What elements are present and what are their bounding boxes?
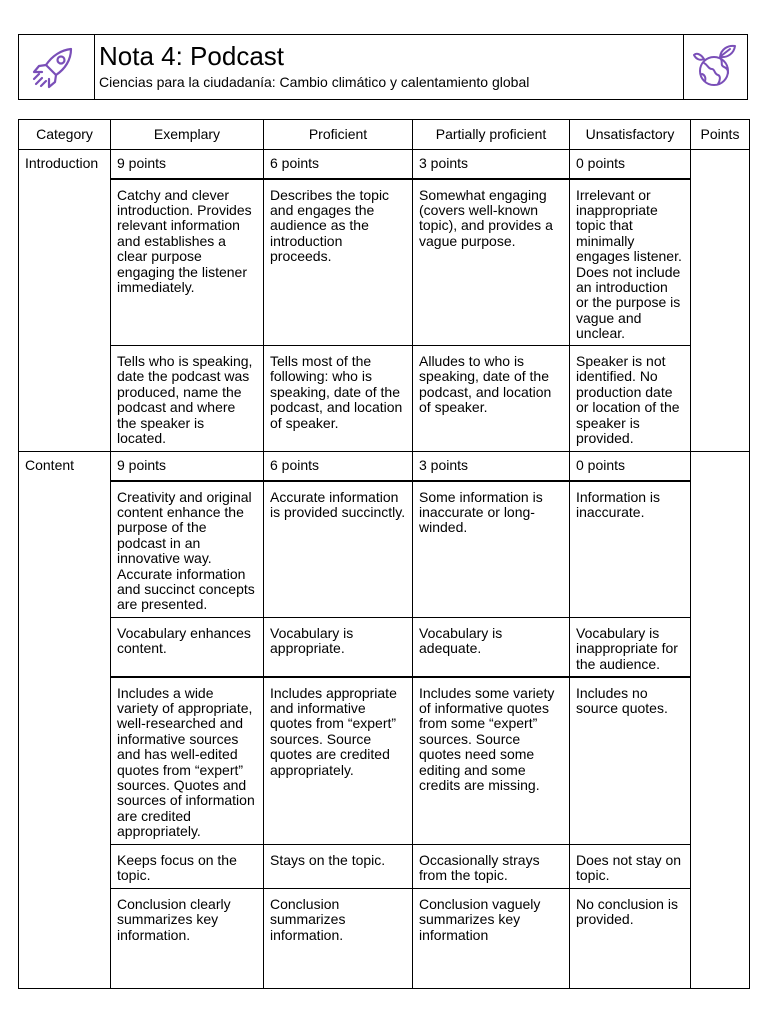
table-row (19, 618, 750, 677)
category-cell: Introduction (19, 150, 111, 452)
earth-leaves-icon (690, 41, 742, 93)
criteria-cell: Catchy and clever introduction. Provides relevant information and establishes a clear purpose engaging the listener immediately. (111, 179, 264, 346)
column-header: Points (691, 120, 750, 150)
table-row (19, 677, 750, 845)
score-cell: 6 points (264, 452, 413, 481)
table-row (19, 346, 750, 452)
points-cell (691, 452, 750, 989)
page-subtitle: Ciencias para la ciudadanía: Cambio climático y calentamiento global (99, 74, 530, 90)
rocket-icon (27, 41, 81, 95)
criteria-cell: Includes a wide variety of appropriate, well-researched and informative sources and has well-edited quotes from “expert” sources. Quotes and sources of information are credited appropriately. (111, 677, 264, 845)
criteria-cell: Includes some variety of informative quotes from some “expert” sources. Source quotes need some editing and some credits are missing. (413, 677, 570, 845)
criteria-cell: Vocabulary is appropriate. (264, 618, 413, 677)
criteria-cell: Alludes to who is speaking, date of the podcast, and location of speaker. (413, 346, 570, 452)
criteria-cell: Includes no source quotes. (570, 677, 691, 845)
criteria-cell: Vocabulary is adequate. (413, 618, 570, 677)
score-cell: 9 points (111, 150, 264, 179)
header-left-icon-cell (19, 35, 95, 99)
score-cell: 3 points (413, 452, 570, 481)
criteria-cell: Some information is inaccurate or long-winded. (413, 481, 570, 618)
score-cell: 0 points (570, 150, 691, 179)
score-cell: 6 points (264, 150, 413, 179)
criteria-cell: Vocabulary is inappropriate for the audience. (570, 618, 691, 677)
criteria-cell: Speaker is not identified. No production date or location of the speaker is provided. (570, 346, 691, 452)
criteria-cell: Conclusion vaguely summarizes key information (413, 889, 570, 989)
table-row (19, 150, 750, 179)
criteria-cell: Stays on the topic. (264, 845, 413, 889)
category-cell: Content (19, 452, 111, 989)
criteria-cell: Vocabulary enhances content. (111, 618, 264, 677)
header (18, 34, 748, 100)
column-header: Exemplary (111, 120, 264, 150)
points-cell (691, 150, 750, 452)
score-cell: 9 points (111, 452, 264, 481)
criteria-cell: Includes appropriate and informative quotes from “expert” sources. Source quotes are credited appropriately. (264, 677, 413, 845)
column-header: Unsatisfactory (570, 120, 691, 150)
score-cell: 0 points (570, 452, 691, 481)
criteria-cell: No conclusion is provided. (570, 889, 691, 989)
rubric-table (18, 119, 750, 989)
criteria-cell: Does not stay on topic. (570, 845, 691, 889)
column-header: Partially proficient (413, 120, 570, 150)
table-header-row (19, 120, 750, 150)
header-right-icon-cell (683, 35, 747, 99)
table-row (19, 452, 750, 481)
criteria-cell: Tells most of the following: who is speaking, date of the podcast, and location of speaker. (264, 346, 413, 452)
criteria-cell: Tells who is speaking, date the podcast was produced, name the podcast and where the speaker is located. (111, 346, 264, 452)
criteria-cell: Somewhat engaging (covers well-known topic), and provides a vague purpose. (413, 179, 570, 346)
column-header: Proficient (264, 120, 413, 150)
criteria-cell: Information is inaccurate. (570, 481, 691, 618)
table-row (19, 845, 750, 889)
column-header: Category (19, 120, 111, 150)
criteria-cell: Occasionally strays from the topic. (413, 845, 570, 889)
criteria-cell: Conclusion summarizes information. (264, 889, 413, 989)
table-row (19, 179, 750, 346)
criteria-cell: Creativity and original content enhance the purpose of the podcast in an innovative way. Accurate information and succinct concepts are presented. (111, 481, 264, 618)
criteria-cell: Conclusion clearly summarizes key information. (111, 889, 264, 989)
page-title: Nota 4: Podcast (99, 41, 284, 71)
criteria-cell: Accurate information is provided succinctly. (264, 481, 413, 618)
criteria-cell: Keeps focus on the topic. (111, 845, 264, 889)
table-row (19, 889, 750, 989)
score-cell: 3 points (413, 150, 570, 179)
criteria-cell: Irrelevant or inappropriate topic that minimally engages listener. Does not include an introduction or the purpose is vague and unclear. (570, 179, 691, 346)
table-row (19, 481, 750, 618)
criteria-cell: Describes the topic and engages the audience as the introduction proceeds. (264, 179, 413, 346)
